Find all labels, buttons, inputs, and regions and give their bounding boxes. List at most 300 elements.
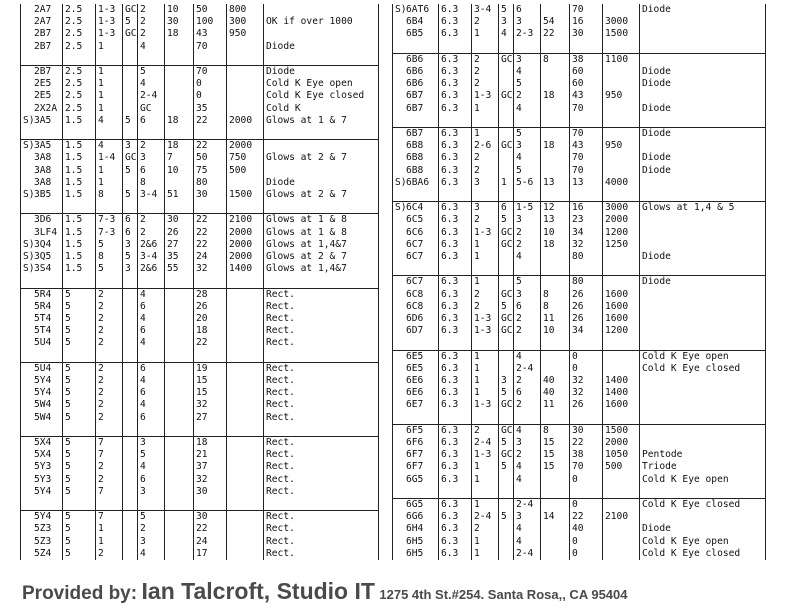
switch-d-cell: 10: [165, 165, 194, 177]
switch-d-cell: [541, 152, 570, 164]
switch-a-cell: 1-3: [472, 227, 499, 239]
filament-voltage-cell: 6.3: [439, 461, 472, 473]
tube-type-cell: [393, 399, 439, 411]
meter-reading-cell: 43: [194, 28, 227, 40]
spacer-cell: [194, 498, 227, 511]
switch-d-cell: 22: [541, 28, 570, 40]
switch-c-cell: 6: [138, 362, 165, 375]
switch-c-cell: 4: [138, 313, 165, 325]
reading-2-cell: 3000: [603, 16, 640, 28]
spacer-cell: [264, 53, 379, 66]
switch-d-cell: [541, 165, 570, 177]
switch-a-cell: 1: [472, 28, 499, 40]
group-spacer: [21, 350, 379, 363]
switch-d-cell: [165, 486, 194, 498]
switch-a-cell: 2: [472, 289, 499, 301]
switch-c-cell: 4: [514, 152, 541, 164]
tube-type-label: 5Z3: [34, 523, 52, 535]
tube-type-cell: [21, 375, 63, 387]
tube-row: [393, 474, 766, 486]
tube-type-cell: [393, 90, 439, 102]
filament-voltage-cell: 5: [63, 337, 96, 349]
spacer-cell: [603, 189, 640, 202]
tube-type-label: 5U4: [34, 362, 52, 374]
tube-type-label: 6C7: [406, 251, 424, 263]
tube-row: [393, 152, 766, 164]
tube-type-label: 5U4: [34, 337, 52, 349]
tube-type-label: 6B6: [406, 78, 424, 90]
tube-type-label: 2B7: [34, 28, 52, 40]
switch-b-cell: GC: [499, 399, 514, 411]
switch-b-cell: [123, 399, 138, 411]
switch-c-cell: 4: [138, 337, 165, 349]
tube-type-label: 5X4: [34, 449, 52, 461]
tube-row: [393, 523, 766, 535]
switch-d-cell: 12: [541, 202, 570, 215]
reading-2-cell: 950: [603, 90, 640, 102]
spacer-cell: [123, 498, 138, 511]
notes-cell: Triode: [640, 461, 766, 473]
tube-type-label: 6B4: [406, 16, 424, 28]
tube-row: [21, 486, 379, 498]
tube-type-cell: [21, 90, 63, 102]
switch-c-cell: 4: [514, 424, 541, 437]
filament-voltage-cell: 2.5: [63, 41, 96, 53]
tube-row: [21, 449, 379, 461]
spacer-cell: [21, 498, 63, 511]
tube-type-cell: [21, 511, 63, 524]
tube-row: [21, 152, 379, 164]
tube-row: [393, 214, 766, 226]
switch-a-cell: 1-3: [472, 325, 499, 337]
tube-type-cell: [21, 461, 63, 473]
filament-voltage-cell: 1.5: [63, 214, 96, 227]
notes-cell: Rect.: [264, 548, 379, 560]
switch-c-cell: 5: [514, 165, 541, 177]
tube-type-cell: [21, 103, 63, 115]
spacer-cell: [514, 41, 541, 54]
tube-type-label: 2E5: [34, 90, 52, 102]
tube-type-label: 6E6: [406, 387, 424, 399]
reading-2-cell: 4000: [603, 177, 640, 189]
notes-cell: Glows at 2 & 7: [264, 189, 379, 201]
switch-a-cell: 1: [96, 523, 123, 535]
notes-cell: Glows at 1 & 8: [264, 214, 379, 227]
filament-voltage-cell: 5: [63, 301, 96, 313]
tube-type-cell: [393, 536, 439, 548]
switch-b-cell: [123, 301, 138, 313]
spacer-cell: [472, 41, 499, 54]
switch-c-cell: 6: [138, 325, 165, 337]
switch-a-cell: 1-3: [96, 16, 123, 28]
filament-voltage-cell: 5: [63, 511, 96, 524]
switch-a-cell: 1-3: [96, 4, 123, 16]
switch-c-cell: 6: [514, 301, 541, 313]
reading-2-cell: [603, 363, 640, 375]
filament-voltage-cell: 2.5: [63, 16, 96, 28]
tube-row: [393, 53, 766, 66]
tube-type-label: 5Y3: [34, 461, 52, 473]
tube-type-label: 6F5: [406, 424, 424, 436]
tube-type-cell: [393, 78, 439, 90]
meter-reading-cell: 0: [570, 474, 603, 486]
meter-reading-cell: 20: [194, 313, 227, 325]
tube-type-cell: [393, 202, 439, 215]
meter-reading-cell: 22: [194, 214, 227, 227]
switch-a-cell: 2: [472, 424, 499, 437]
switch-a-cell: 5: [96, 239, 123, 251]
notes-cell: Pentode: [640, 449, 766, 461]
spacer-cell: [96, 498, 123, 511]
meter-reading-cell: 28: [194, 288, 227, 301]
meter-reading-cell: 19: [194, 362, 227, 375]
reading-2-cell: [227, 461, 264, 473]
notes-cell: [640, 177, 766, 189]
switch-b-cell: 6: [123, 214, 138, 227]
switch-b-cell: [499, 548, 514, 560]
switch-d-cell: 18: [165, 115, 194, 127]
switch-d-cell: 13: [541, 177, 570, 189]
tube-type-cell: [21, 325, 63, 337]
notes-cell: Cold K Eye open: [640, 350, 766, 363]
spacer-cell: [603, 337, 640, 350]
filament-voltage-cell: 5: [63, 461, 96, 473]
meter-reading-cell: 22: [194, 140, 227, 153]
switch-b-cell: 5: [123, 16, 138, 28]
switch-c-cell: 3-4: [138, 189, 165, 201]
socket-prefix: S): [395, 176, 407, 188]
meter-reading-cell: 34: [570, 227, 603, 239]
spacer-cell: [439, 412, 472, 425]
switch-b-cell: 5: [123, 165, 138, 177]
reading-2-cell: [227, 362, 264, 375]
tube-row: [393, 325, 766, 337]
spacer-cell: [21, 424, 63, 437]
tube-type-cell: [393, 16, 439, 28]
meter-reading-cell: 32: [194, 263, 227, 275]
switch-a-cell: 4: [96, 115, 123, 127]
tube-row: [393, 536, 766, 548]
tube-type-label: 6E6: [406, 375, 424, 387]
tube-type-label: 6H5: [406, 535, 424, 547]
switch-b-cell: [499, 350, 514, 363]
tube-type-cell: [21, 412, 63, 424]
switch-a-cell: 2: [472, 16, 499, 28]
switch-b-cell: GC: [499, 313, 514, 325]
switch-b-cell: [123, 66, 138, 79]
tube-row: [393, 128, 766, 141]
spacer-cell: [541, 412, 570, 425]
tube-type-label: 6B7: [406, 90, 424, 102]
switch-d-cell: 26: [165, 227, 194, 239]
switch-a-cell: 7: [96, 437, 123, 450]
tube-row: [21, 461, 379, 473]
reading-2-cell: [227, 78, 264, 90]
notes-cell: Diode: [640, 523, 766, 535]
reading-2-cell: 750: [227, 152, 264, 164]
spacer-cell: [514, 263, 541, 276]
tube-type-cell: [393, 276, 439, 289]
reading-2-cell: 3000: [603, 202, 640, 215]
meter-reading-cell: 27: [194, 412, 227, 424]
filament-voltage-cell: 5: [63, 399, 96, 411]
notes-cell: [640, 313, 766, 325]
spacer-cell: [165, 350, 194, 363]
switch-a-cell: 1-3: [472, 90, 499, 102]
filament-voltage-cell: 5: [63, 486, 96, 498]
spacer-cell: [472, 115, 499, 128]
reading-2-cell: [603, 548, 640, 560]
switch-d-cell: [165, 66, 194, 79]
switch-a-cell: 2: [472, 152, 499, 164]
spacer-cell: [393, 189, 439, 202]
switch-d-cell: [165, 536, 194, 548]
switch-a-cell: 1-3: [472, 313, 499, 325]
tube-type-cell: [393, 350, 439, 363]
tube-type-label: 6C7: [406, 276, 424, 288]
switch-b-cell: GC: [123, 152, 138, 164]
tube-type-cell: [21, 177, 63, 189]
footer-lead: Provided by:: [22, 583, 138, 604]
tube-type-label: 6D7: [406, 325, 424, 337]
meter-reading-cell: 22: [194, 227, 227, 239]
switch-c-cell: 6: [138, 387, 165, 399]
tube-row: [21, 41, 379, 53]
tube-type-label: 6B5: [406, 28, 424, 40]
switch-d-cell: [165, 474, 194, 486]
spacer-cell: [63, 424, 96, 437]
switch-c-cell: 6: [138, 412, 165, 424]
switch-a-cell: 1-4: [96, 152, 123, 164]
tube-type-label: 3D6: [34, 214, 52, 226]
tube-row: [21, 4, 379, 16]
tube-type-label: 6B7: [406, 128, 424, 139]
spacer-cell: [63, 201, 96, 214]
switch-a-cell: 2-4: [472, 511, 499, 523]
switch-c-cell: 4: [514, 103, 541, 115]
switch-d-cell: [165, 437, 194, 450]
spacer-cell: [541, 486, 570, 499]
group-spacer: [393, 263, 766, 276]
notes-cell: Diode: [640, 66, 766, 78]
spacer-cell: [439, 337, 472, 350]
filament-voltage-cell: 5: [63, 449, 96, 461]
tube-type-label: 5Z4: [34, 547, 52, 559]
meter-reading-cell: 22: [194, 239, 227, 251]
spacer-cell: [138, 53, 165, 66]
tube-row: [21, 177, 379, 189]
tube-type-label: 6B8: [406, 152, 424, 164]
meter-reading-cell: 15: [194, 387, 227, 399]
switch-d-cell: [541, 474, 570, 486]
meter-reading-cell: 22: [194, 337, 227, 349]
tube-type-label: 2A7: [34, 16, 52, 28]
switch-b-cell: GC: [499, 140, 514, 152]
tube-type-cell: [393, 53, 439, 66]
filament-voltage-cell: 6.3: [439, 152, 472, 164]
meter-reading-cell: 18: [194, 437, 227, 450]
reading-2-cell: [227, 103, 264, 115]
filament-voltage-cell: 5: [63, 387, 96, 399]
meter-reading-cell: 0: [570, 363, 603, 375]
notes-cell: Glows at 2 & 7: [264, 152, 379, 164]
switch-b-cell: GC: [499, 449, 514, 461]
spacer-cell: [138, 275, 165, 288]
spacer-cell: [165, 498, 194, 511]
switch-a-cell: 5: [96, 263, 123, 275]
tube-row: [21, 189, 379, 201]
filament-voltage-cell: 6.3: [439, 128, 472, 141]
switch-a-cell: 1: [472, 548, 499, 560]
switch-b-cell: [123, 548, 138, 560]
switch-c-cell: 2: [138, 523, 165, 535]
tube-type-label: 3LF4: [34, 226, 58, 238]
switch-d-cell: [541, 251, 570, 263]
tube-type-label: 6B8: [406, 164, 424, 176]
reading-2-cell: [603, 4, 640, 16]
meter-reading-cell: 16: [570, 16, 603, 28]
provider-footer: [22, 578, 782, 608]
notes-cell: Rect.: [264, 288, 379, 301]
tube-type-label: 3Q4: [34, 238, 52, 250]
tube-type-label: 5Y3: [34, 473, 52, 485]
meter-reading-cell: 32: [194, 474, 227, 486]
tube-type-label: 6E7: [406, 399, 424, 411]
switch-c-cell: 2-4: [514, 548, 541, 560]
filament-voltage-cell: 6.3: [439, 53, 472, 66]
reading-2-cell: 1400: [227, 263, 264, 275]
tube-row: [393, 461, 766, 473]
meter-reading-cell: 30: [570, 424, 603, 437]
switch-a-cell: 2: [472, 214, 499, 226]
switch-c-cell: 6: [138, 301, 165, 313]
switch-c-cell: 3: [514, 437, 541, 449]
tube-type-cell: [393, 289, 439, 301]
reading-2-cell: 1600: [603, 313, 640, 325]
switch-c-cell: 3: [514, 289, 541, 301]
switch-b-cell: GC: [499, 239, 514, 251]
tube-type-label: 2X2A: [34, 102, 58, 114]
tube-type-label: 6C5: [406, 214, 424, 226]
filament-voltage-cell: 6.3: [439, 301, 472, 313]
tube-type-label: 5W4: [34, 399, 52, 411]
meter-reading-cell: 70: [570, 461, 603, 473]
switch-b-cell: [123, 523, 138, 535]
switch-d-cell: 7: [165, 152, 194, 164]
filament-voltage-cell: 2.5: [63, 78, 96, 90]
switch-d-cell: [541, 4, 570, 16]
switch-a-cell: 2-4: [472, 437, 499, 449]
tube-type-cell: [21, 165, 63, 177]
switch-b-cell: [123, 449, 138, 461]
tube-type-label: 5Y4: [34, 387, 52, 399]
switch-c-cell: 4: [514, 66, 541, 78]
notes-cell: Diode: [640, 276, 766, 289]
switch-c-cell: 4: [514, 461, 541, 473]
switch-a-cell: 2: [472, 165, 499, 177]
tube-type-cell: [21, 362, 63, 375]
spacer-cell: [63, 53, 96, 66]
tube-type-cell: [21, 449, 63, 461]
spacer-cell: [123, 424, 138, 437]
spacer-cell: [138, 424, 165, 437]
meter-reading-cell: 26: [194, 301, 227, 313]
filament-voltage-cell: 6.3: [439, 387, 472, 399]
switch-c-cell: 2: [514, 227, 541, 239]
spacer-cell: [63, 275, 96, 288]
switch-b-cell: 5: [123, 115, 138, 127]
reading-2-cell: [227, 437, 264, 450]
switch-b-cell: GC: [123, 28, 138, 40]
notes-cell: Diode: [640, 4, 766, 16]
switch-c-cell: 2: [138, 4, 165, 16]
switch-c-cell: 2-3: [514, 28, 541, 40]
tube-type-cell: [393, 437, 439, 449]
tube-type-cell: [393, 214, 439, 226]
meter-reading-cell: 22: [570, 437, 603, 449]
reading-2-cell: 1500: [227, 189, 264, 201]
spacer-cell: [472, 263, 499, 276]
switch-c-cell: 2: [514, 325, 541, 337]
spacer-cell: [264, 424, 379, 437]
spacer-cell: [123, 275, 138, 288]
meter-reading-cell: 22: [194, 115, 227, 127]
spacer-cell: [96, 127, 123, 140]
tube-type-label: 6H5: [406, 547, 424, 559]
meter-reading-cell: 100: [194, 16, 227, 28]
switch-c-cell: 5: [514, 128, 541, 141]
reading-2-cell: 1200: [603, 227, 640, 239]
notes-cell: Glows at 1 & 8: [264, 227, 379, 239]
switch-a-cell: 8: [96, 251, 123, 263]
switch-a-cell: 1: [472, 276, 499, 289]
tube-row: [21, 412, 379, 424]
spacer-cell: [138, 127, 165, 140]
switch-b-cell: [499, 536, 514, 548]
meter-reading-cell: 18: [194, 325, 227, 337]
switch-c-cell: 2: [138, 28, 165, 40]
reading-2-cell: [603, 165, 640, 177]
tube-type-cell: [393, 424, 439, 437]
switch-a-cell: 1-3: [472, 449, 499, 461]
switch-a-cell: 1: [472, 387, 499, 399]
tube-type-cell: [393, 140, 439, 152]
switch-b-cell: GC: [499, 90, 514, 102]
tube-type-cell: [21, 189, 63, 201]
tube-row: [21, 16, 379, 28]
switch-b-cell: GC: [499, 325, 514, 337]
notes-cell: Glows at 1,4&7: [264, 263, 379, 275]
tube-row: [21, 165, 379, 177]
spacer-cell: [264, 498, 379, 511]
filament-voltage-cell: 6.3: [439, 165, 472, 177]
tube-type-cell: [393, 66, 439, 78]
switch-c-cell: 5: [138, 449, 165, 461]
tube-type-label: 2A7: [34, 4, 52, 15]
switch-b-cell: [123, 362, 138, 375]
switch-b-cell: 3: [499, 375, 514, 387]
spacer-cell: [514, 486, 541, 499]
notes-cell: Diode: [264, 177, 379, 189]
group-spacer: [21, 275, 379, 288]
reading-2-cell: 2000: [227, 251, 264, 263]
tube-row: [393, 511, 766, 523]
spacer-cell: [570, 115, 603, 128]
switch-d-cell: 8: [541, 424, 570, 437]
tube-row: [393, 28, 766, 40]
switch-d-cell: [165, 78, 194, 90]
spacer-cell: [499, 412, 514, 425]
